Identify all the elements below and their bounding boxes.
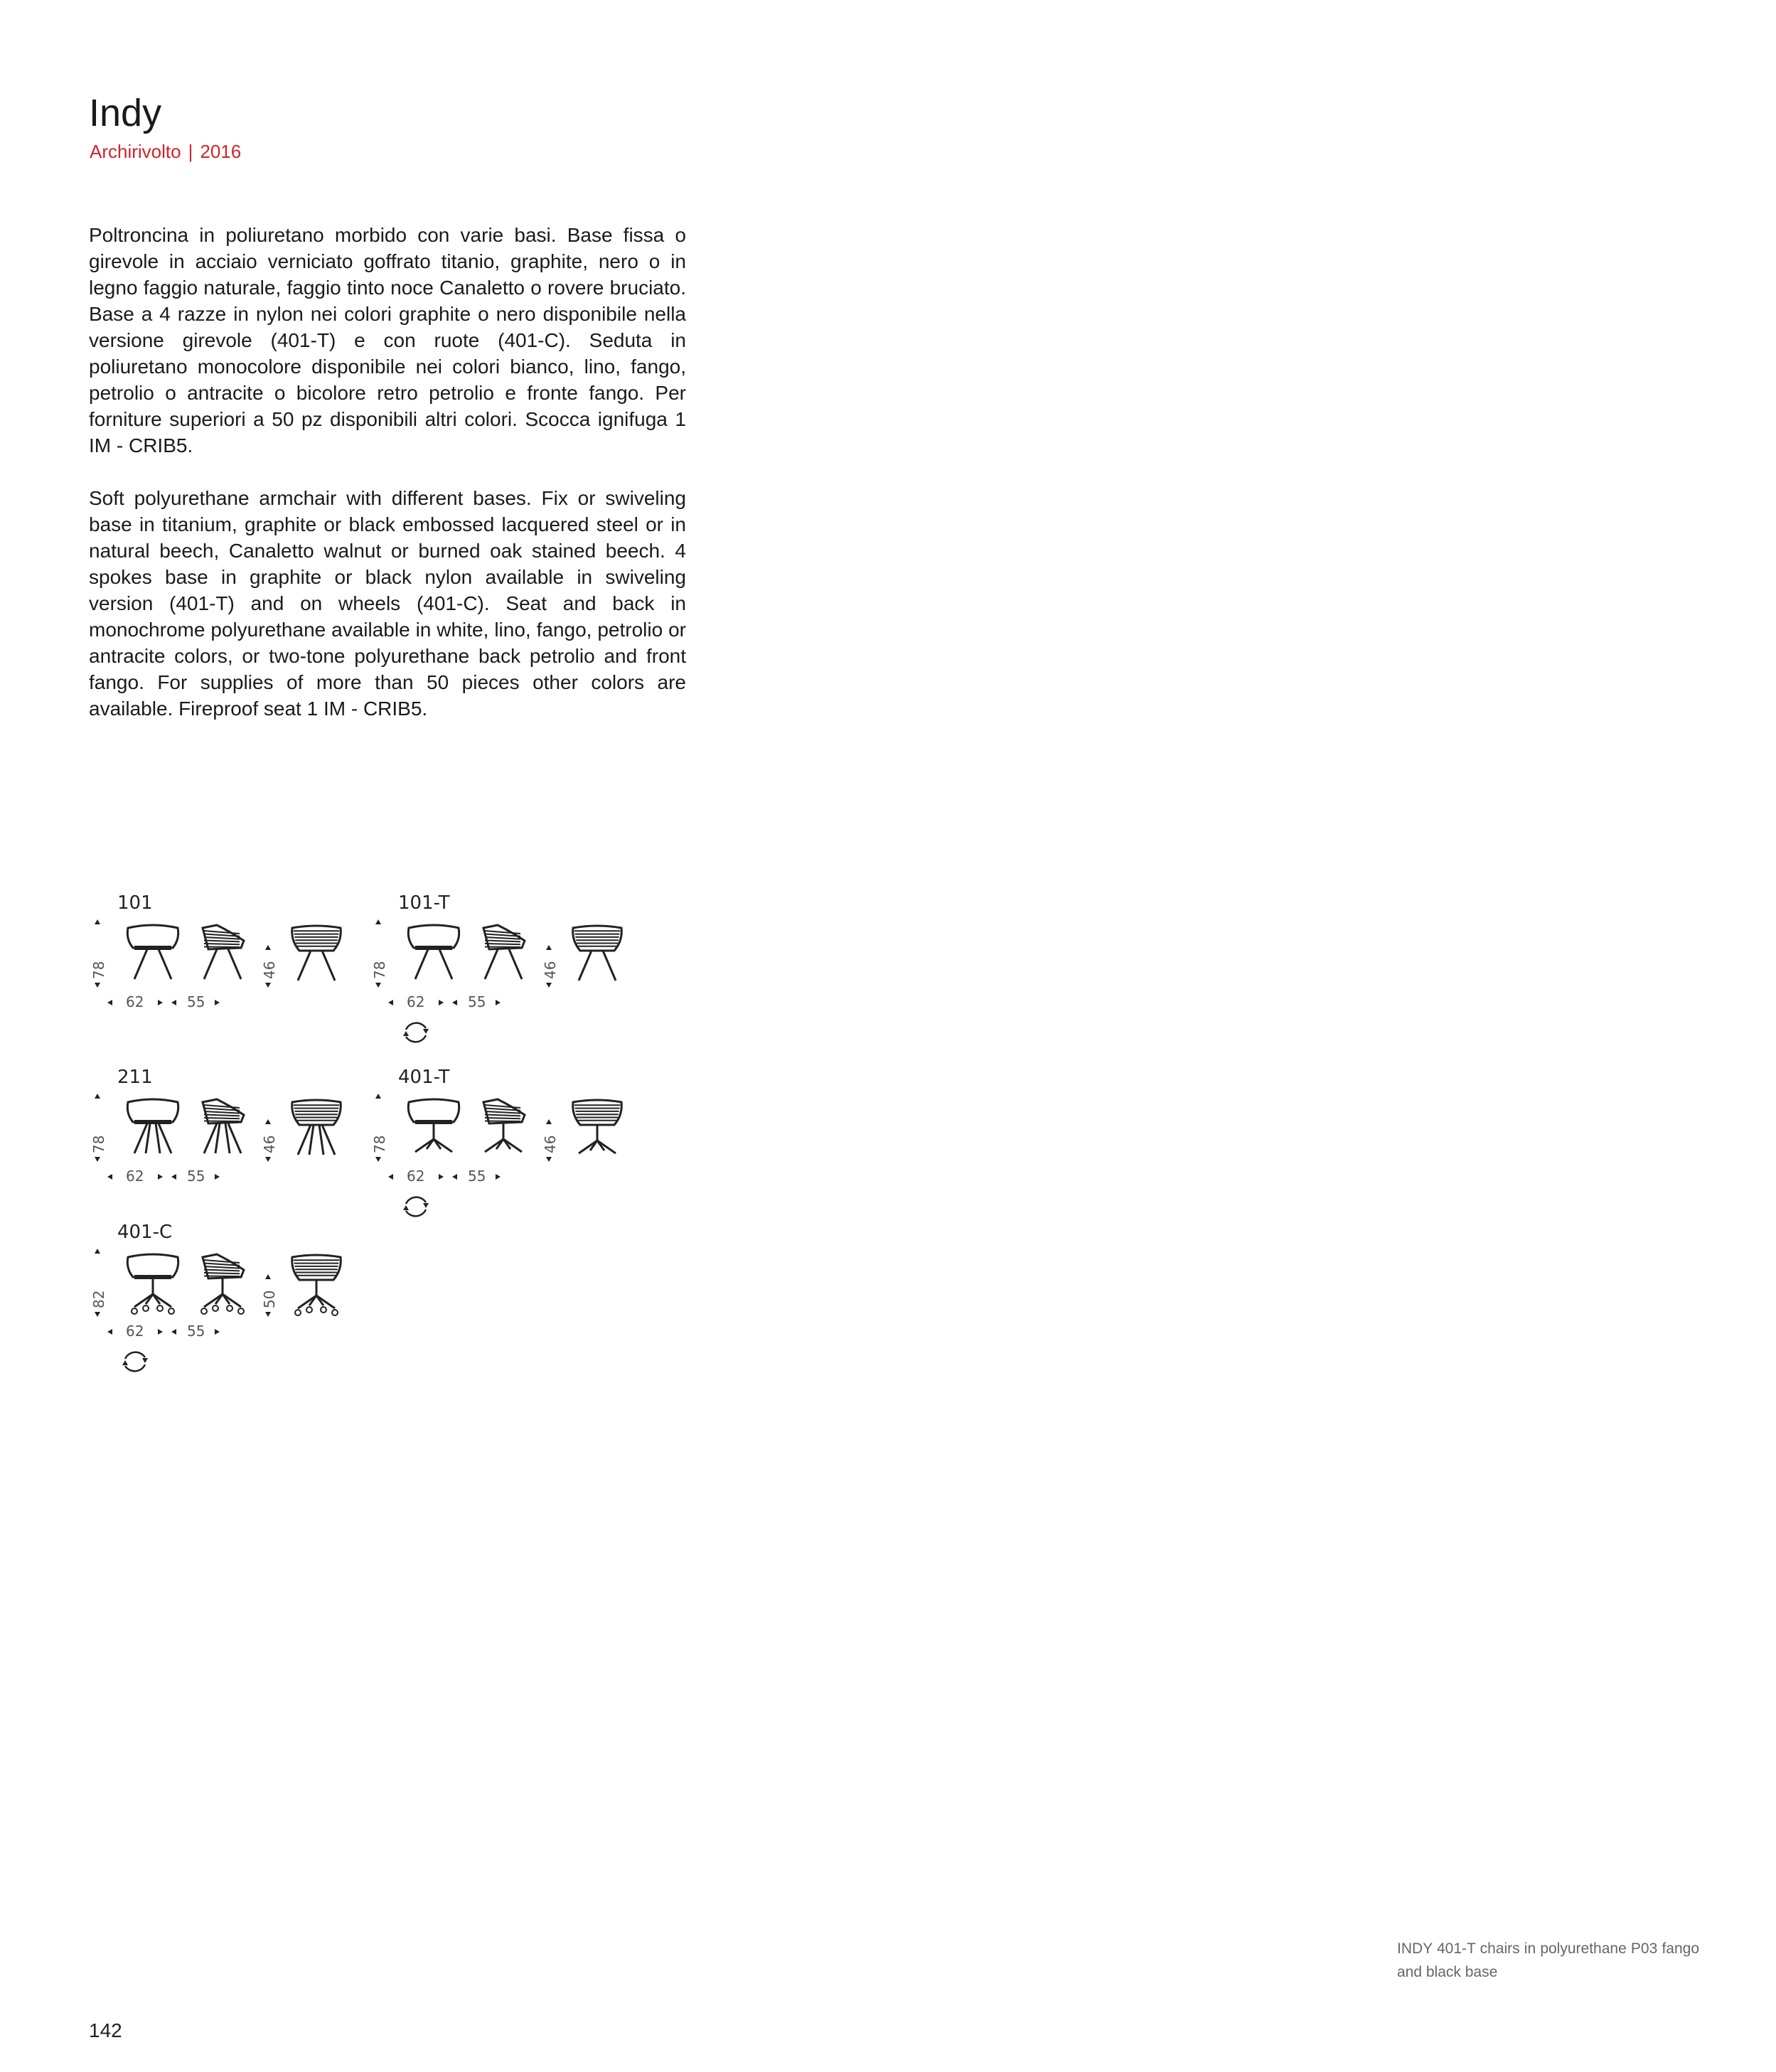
shell-rib (204, 1121, 240, 1122)
dimension-height: 78 (371, 1135, 388, 1153)
dimension-depth: 55 (187, 1168, 205, 1185)
dimension-depth: 55 (187, 1323, 205, 1340)
model-code: 401-T (398, 1067, 450, 1088)
dimension-arrow (95, 1157, 100, 1162)
leg (322, 1125, 335, 1155)
base-spoke (485, 1139, 503, 1152)
shell-front (127, 925, 178, 948)
model-drawing (89, 892, 345, 1042)
shell-front (408, 925, 459, 948)
base-spoke (597, 1141, 616, 1153)
dimension-arrow (171, 1174, 176, 1180)
caster-wheel (332, 1310, 338, 1315)
dimension-arrow (158, 1000, 163, 1005)
dimension-seat-height: 50 (261, 1290, 278, 1308)
dimension-height: 82 (90, 1290, 107, 1308)
dimension-arrow (265, 945, 271, 950)
dimension-arrow (388, 1174, 393, 1180)
dimension-arrow (452, 1000, 457, 1005)
shell-rib (204, 1276, 240, 1277)
caster-wheel (238, 1308, 244, 1314)
dimension-arrow (423, 1029, 429, 1034)
dimension-width: 62 (126, 1168, 144, 1185)
leg (159, 949, 171, 979)
dimension-height: 78 (90, 961, 107, 979)
base-spoke (204, 1294, 223, 1307)
shell-rib (485, 1121, 520, 1122)
description-english: Soft polyurethane armchair with different bases. Fix or swiveling base in titanium, graphite or black embossed lacquered steel or in natural beech, Canaletto walnut or burned oak stained beech. 4 spokes base in graphite or black nylon available in swiveling version (401-T) and on wheels (401-C). Seat and back in monochrome polyurethane available in white, lino, fango, petrolio or antracite colors, or two-tone polyurethane back petrolio and front fango. For supplies of more than 50 pieces other colors are available. Fireproof seat 1 IM - CRIB5. (89, 487, 686, 720)
dimension-arrow (265, 1119, 271, 1124)
dimension-arrow (265, 1312, 271, 1317)
caster-wheel (213, 1305, 218, 1311)
swivel-arc (406, 1035, 426, 1042)
dimension-arrow (546, 1157, 552, 1162)
dimension-arrow (375, 1094, 381, 1099)
dimension-arrow (403, 1205, 409, 1210)
base-spoke (298, 1296, 316, 1308)
shell-front (127, 1254, 178, 1277)
dimension-seat-height: 46 (261, 961, 278, 979)
dimension-arrow (95, 919, 100, 924)
dimension-arrow (171, 1329, 176, 1335)
base-spoke (153, 1294, 171, 1307)
shell-rib (204, 947, 240, 948)
dimension-arrow (215, 1000, 220, 1005)
base-spoke (503, 1139, 522, 1152)
dimension-arrow (107, 1329, 112, 1335)
model-code: 211 (117, 1067, 153, 1088)
separator: | (188, 141, 193, 162)
dimension-arrow (265, 1274, 271, 1279)
swivel-arc (406, 1023, 426, 1030)
dimension-arrow (375, 1157, 381, 1162)
dimension-width: 62 (407, 1168, 425, 1185)
caster-wheel (321, 1307, 326, 1313)
dimension-arrow (215, 1329, 220, 1335)
swivel-arc (125, 1365, 145, 1371)
model-drawing (370, 892, 626, 1042)
dimension-arrow (496, 1174, 501, 1180)
base-spoke (415, 1139, 434, 1152)
dimension-width: 62 (407, 993, 425, 1010)
dimension-arrow (439, 1174, 444, 1180)
caster-wheel (143, 1305, 149, 1311)
dimension-depth: 55 (468, 993, 486, 1010)
dimension-height: 78 (371, 961, 388, 979)
caster-wheel (227, 1305, 232, 1311)
model-drawing (89, 1222, 345, 1371)
dimension-arrow (171, 1000, 176, 1005)
base-spoke (579, 1141, 597, 1153)
dimension-arrow (265, 1157, 271, 1162)
dimension-arrow (452, 1174, 457, 1180)
dimension-arrow (158, 1174, 163, 1180)
dimension-arrow (95, 983, 100, 988)
leg (228, 1123, 241, 1153)
designer-name: Archirivolto (90, 141, 181, 162)
base-spoke (316, 1296, 335, 1308)
leg (204, 1123, 217, 1153)
dimension-arrow (265, 983, 271, 988)
dimension-arrow (122, 1360, 128, 1365)
swivel-arc (406, 1197, 426, 1204)
base-spoke (134, 1294, 153, 1307)
leg (134, 949, 147, 979)
dimension-arrow (496, 1000, 501, 1005)
swivel-arc (406, 1209, 426, 1216)
leg (204, 949, 217, 979)
dimension-arrow (107, 1174, 112, 1180)
leg (439, 949, 452, 979)
product-title: Indy (89, 92, 162, 134)
model-drawing (89, 1067, 345, 1216)
shell-rib (485, 947, 520, 948)
swivel-arc (125, 1352, 145, 1359)
base-spoke (434, 1139, 452, 1152)
model-code: 101-T (398, 892, 450, 914)
dimension-arrow (142, 1358, 148, 1363)
caster-wheel (168, 1308, 174, 1314)
dimension-arrow (375, 919, 381, 924)
model-drawing (370, 1067, 626, 1216)
shell-front (408, 1099, 459, 1122)
dimension-arrow (95, 1312, 100, 1317)
model-code: 101 (117, 892, 153, 914)
dimension-arrow (107, 1000, 112, 1005)
dimension-arrow (95, 1094, 100, 1099)
dimension-arrow (215, 1174, 220, 1180)
model-101-T (370, 892, 626, 1042)
dimension-seat-height: 46 (542, 1135, 559, 1153)
caster-wheel (132, 1308, 137, 1314)
caster-wheel (157, 1305, 163, 1311)
dimension-arrow (439, 1000, 444, 1005)
leg (298, 951, 311, 981)
dimension-depth: 55 (468, 1168, 486, 1185)
dimension-arrow (375, 983, 381, 988)
dimension-arrow (158, 1329, 163, 1335)
leg (298, 1125, 311, 1155)
dimension-depth: 55 (187, 993, 205, 1010)
dimension-arrow (95, 1249, 100, 1254)
model-401-C (89, 1222, 345, 1371)
leg (509, 949, 522, 979)
dimension-height: 78 (90, 1135, 107, 1153)
model-401-T (370, 1067, 626, 1216)
leg (322, 951, 335, 981)
dimension-seat-height: 46 (261, 1135, 278, 1153)
page-number: 142 (89, 2019, 122, 2041)
dimension-arrow (546, 1119, 552, 1124)
caster-wheel (306, 1307, 312, 1313)
model-211 (89, 1067, 345, 1216)
dimension-seat-height: 46 (542, 961, 559, 979)
dimension-arrow (423, 1203, 429, 1208)
leg (579, 951, 592, 981)
model-101 (89, 892, 345, 1042)
leg (415, 949, 428, 979)
shell-front (127, 1099, 178, 1122)
dimension-width: 62 (126, 1323, 144, 1340)
model-code: 401-C (117, 1222, 173, 1243)
caster-wheel (201, 1308, 207, 1314)
leg (134, 1123, 147, 1153)
dimension-width: 62 (126, 993, 144, 1010)
description-italian: Poltroncina in poliuretano morbido con varie basi. Base fissa o girevole in acciaio verniciato goffrato titanio, graphite, nero o in legno faggio naturale, faggio tinto noce Canaletto o rovere bruciato. Base a 4 razze in nylon nei colori graphite o nero disponibile nella versione girevole (401-T) e con ruote (401-C). Seduta in poliuretano monocolore disponibile nei colori bianco, lino, fango, petrolio o antracite o bicolore retro petrolio e fronte fango. Per forniture superiori a 50 pz disponibili altri colori. Scocca ignifuga 1 IM - CRIB5. (89, 224, 686, 456)
dimension-arrow (546, 945, 552, 950)
dimension-arrow (403, 1031, 409, 1036)
leg (603, 951, 616, 981)
leg (228, 949, 241, 979)
photo-caption: INDY 401-T chairs in polyurethane P03 fango and black base (1397, 1940, 1699, 1980)
leg (159, 1123, 171, 1153)
leg (485, 949, 498, 979)
year: 2016 (200, 141, 242, 162)
caster-wheel (295, 1310, 301, 1315)
base-spoke (223, 1294, 241, 1307)
dimension-arrow (388, 1000, 393, 1005)
designer-year-line (90, 141, 241, 163)
dimension-arrow (546, 983, 552, 988)
